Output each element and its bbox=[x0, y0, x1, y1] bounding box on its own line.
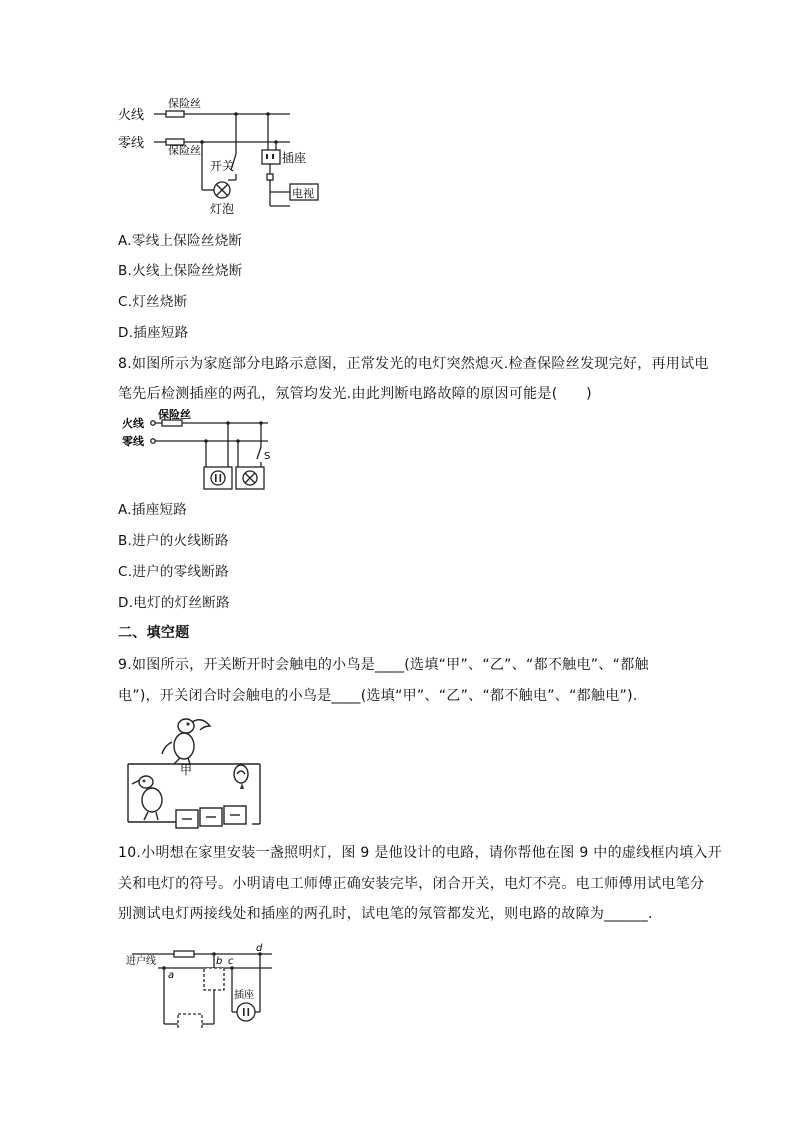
q8-neutral-label: 零线 bbox=[122, 435, 144, 448]
q10-point-a: a bbox=[168, 970, 175, 981]
q7-fuse-live-label: 保险丝 bbox=[168, 97, 201, 110]
q10-circuit-figure bbox=[122, 942, 282, 1030]
q7-option-c: C.灯丝烧断 bbox=[118, 294, 188, 310]
q8-option-d: D.电灯的灯丝断路 bbox=[118, 595, 230, 611]
q7-bulb-label: 灯泡 bbox=[210, 202, 235, 216]
q10-point-b: b bbox=[216, 956, 223, 967]
q10-socket-label: 插座 bbox=[234, 990, 254, 1001]
q7-fuse-neutral-label: 保险丝 bbox=[168, 144, 201, 157]
q8-option-b: B.进户的火线断路 bbox=[118, 533, 229, 549]
q7-circuit-figure bbox=[118, 92, 328, 220]
q9-bird-a-label: 甲 bbox=[180, 763, 193, 777]
q7-live-label: 火线 bbox=[118, 108, 145, 123]
q8-switch-label: S bbox=[264, 451, 271, 462]
q8-stem-line1: 8.如图所示为家庭部分电路示意图，正常发光的电灯突然熄灭.检查保险丝发现完好，再用试电 bbox=[118, 356, 709, 372]
q7-neutral-label: 零线 bbox=[118, 136, 145, 151]
q8-option-a: A.插座短路 bbox=[118, 502, 188, 518]
section-title-fill-blank: 二、填空题 bbox=[118, 625, 190, 641]
q9-birds-figure bbox=[120, 712, 268, 836]
q7-socket-label: 插座 bbox=[282, 151, 307, 165]
q10-stem-line3: 别测试电灯两接线处和插座的两孔时，试电笔的氖管都发光，则电路的故障为______. bbox=[118, 906, 653, 922]
q10-stem-line2: 关和电灯的符号。小明请电工师傅正确安装完毕，闭合开关，电灯不亮。电工师傅用试电笔分 bbox=[118, 876, 705, 892]
q9-stem-line1: 9.如图所示，开关断开时会触电的小鸟是____(选填“甲”、“乙”、“都不触电”、“都触 bbox=[118, 657, 649, 673]
q7-option-d: D.插座短路 bbox=[118, 325, 189, 341]
q7-switch-label: 开关 bbox=[210, 159, 235, 173]
q10-point-c: c bbox=[228, 956, 234, 967]
q7-option-a: A.零线上保险丝烧断 bbox=[118, 233, 243, 249]
q8-fuse-label: 保险丝 bbox=[158, 409, 191, 421]
q10-entry-label: 进户线 bbox=[126, 956, 156, 967]
q8-stem-line2: 笔先后检测插座的两孔，氖管均发光.由此判断电路故障的原因可能是( ) bbox=[118, 386, 592, 402]
q7-tv-label: 电视 bbox=[292, 187, 314, 200]
q8-option-c: C.进户的零线断路 bbox=[118, 564, 229, 580]
q9-stem-line2: 电”)，开关闭合时会触电的小鸟是____(选填“甲”、“乙”、“都不触电”、“都触电”). bbox=[118, 688, 638, 704]
q7-option-b: B.火线上保险丝烧断 bbox=[118, 263, 243, 279]
q10-point-d: d bbox=[256, 943, 263, 954]
q8-live-label: 火线 bbox=[122, 417, 144, 430]
q10-stem-line1: 10.小明想在家里安装一盏照明灯，图 9 是他设计的电路，请你帮他在图 9 中的虚线框内填入开 bbox=[118, 845, 722, 861]
q8-circuit-figure bbox=[118, 409, 278, 493]
